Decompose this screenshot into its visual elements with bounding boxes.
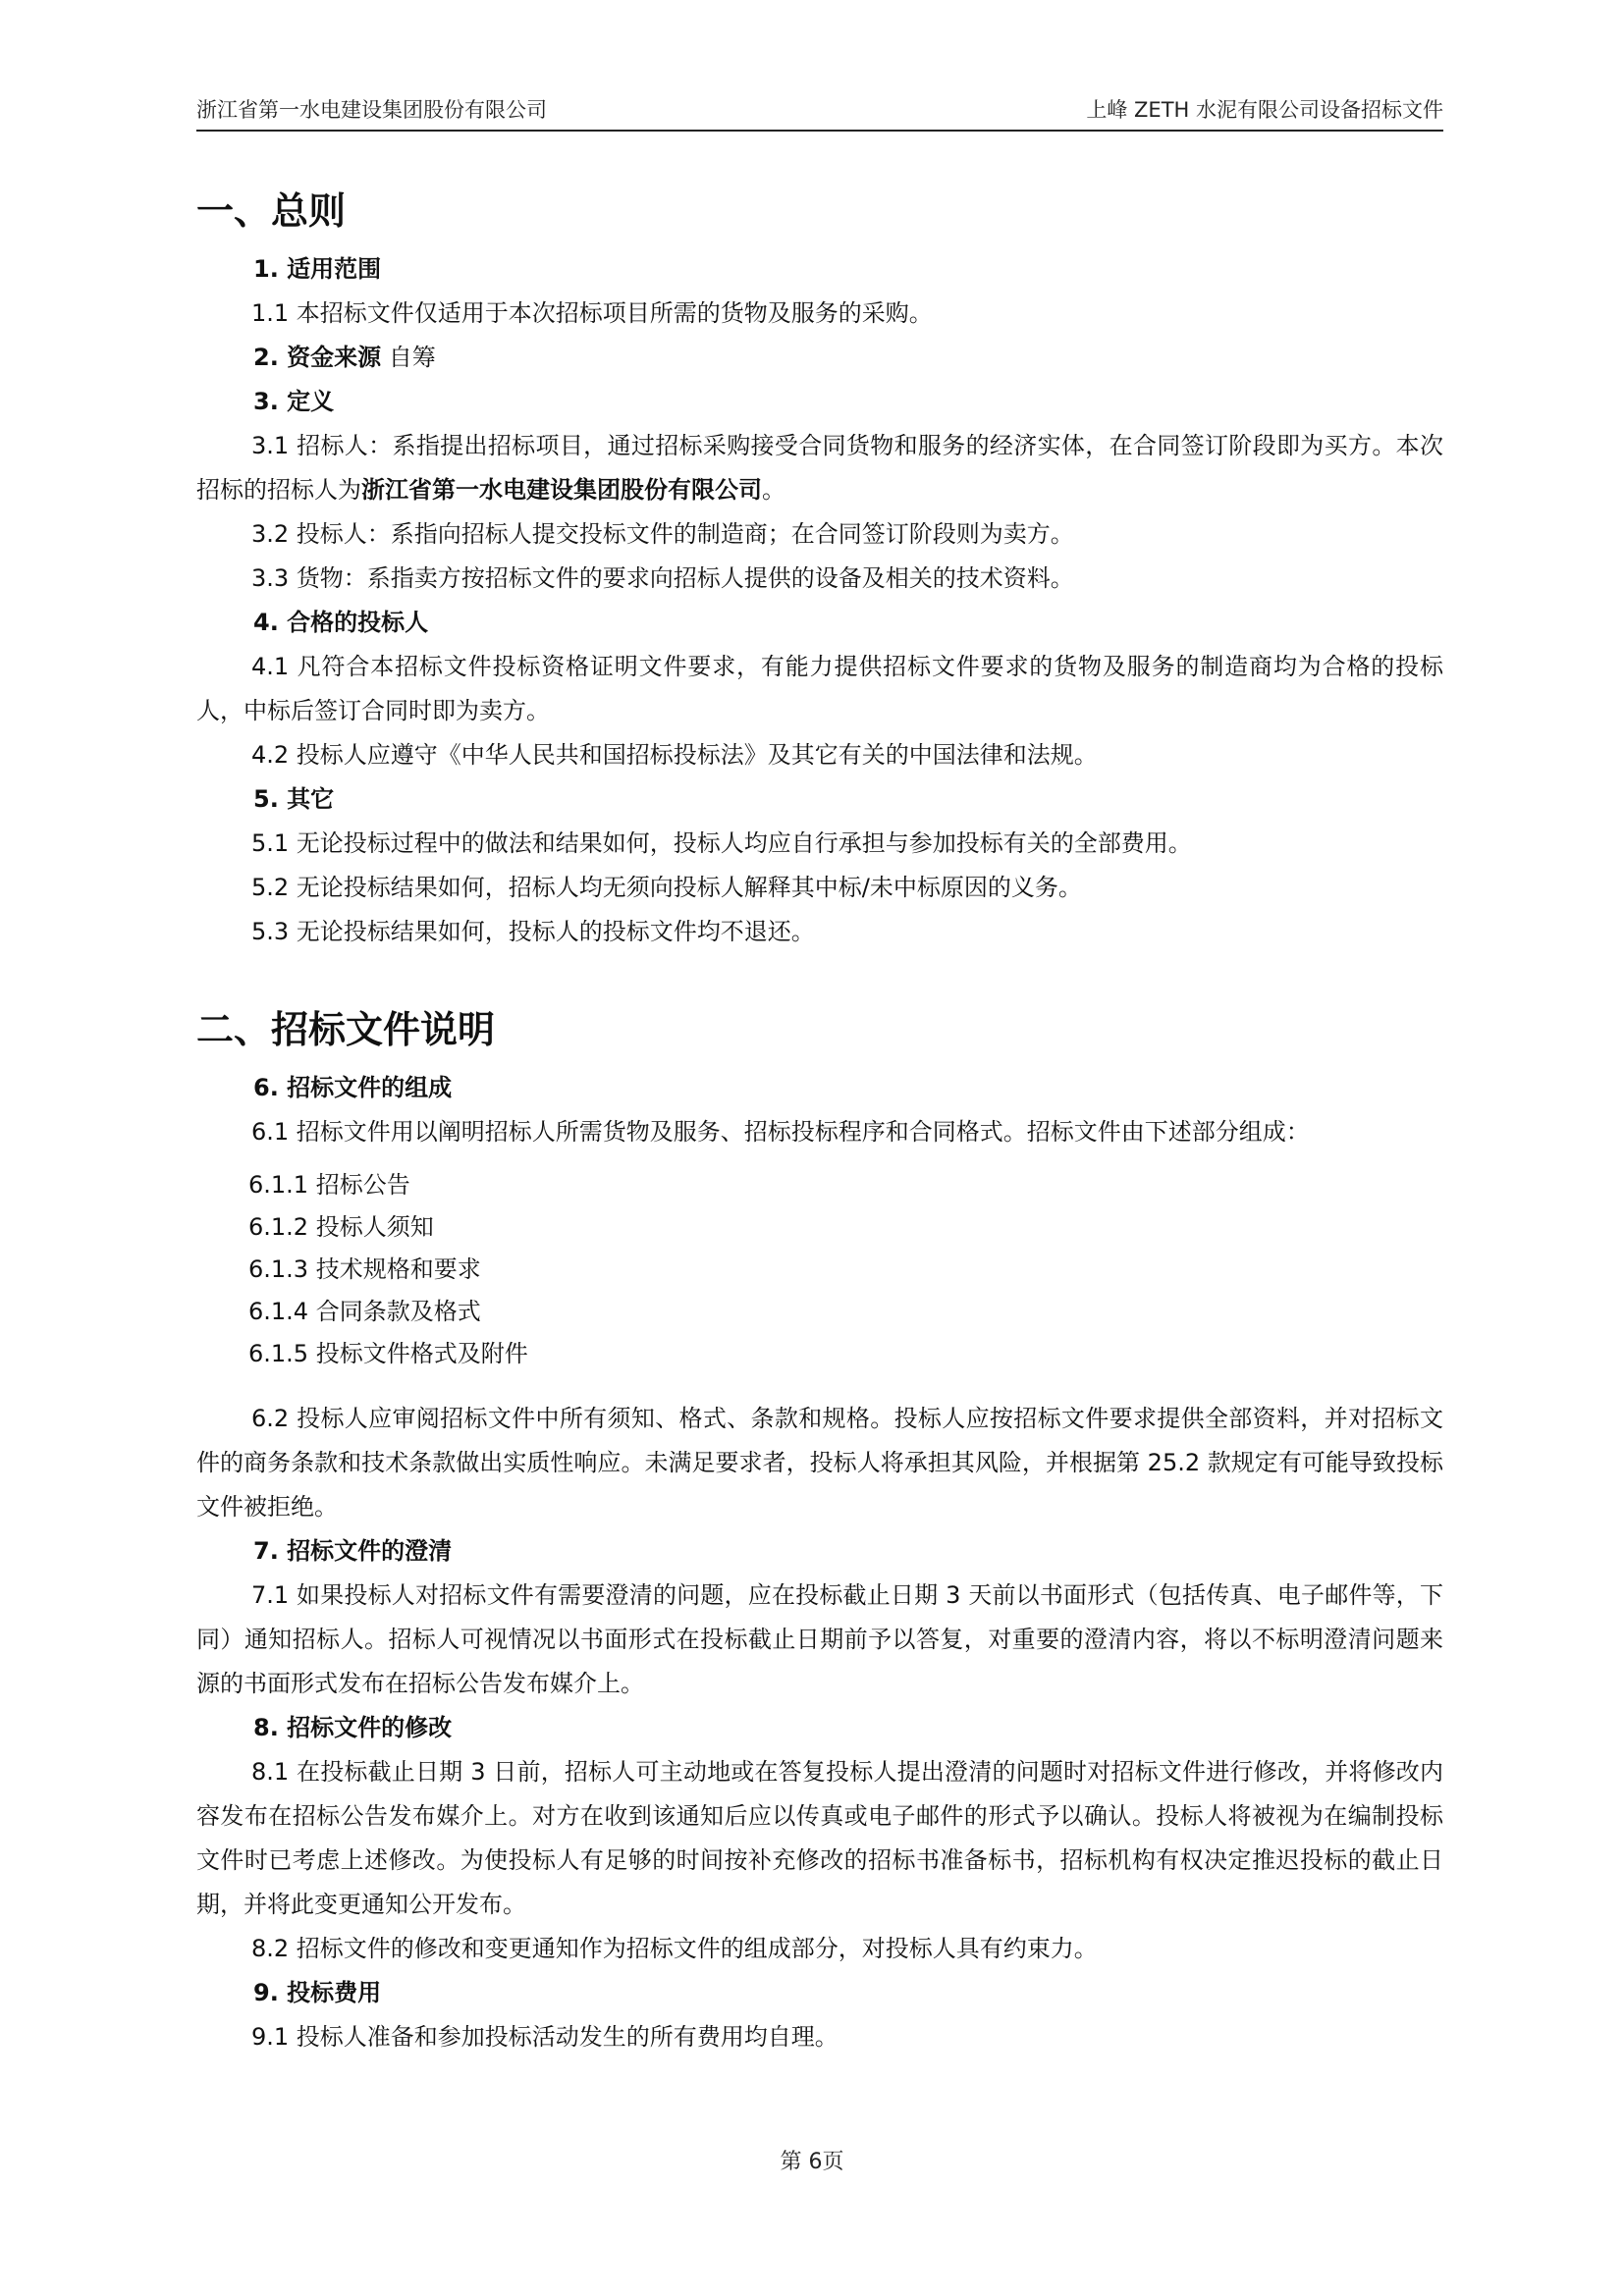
heading-bid-costs: 9. 投标费用 xyxy=(253,1979,382,2006)
page-header xyxy=(196,94,1443,132)
header-document-title: 上峰 ZETH 水泥有限公司设备招标文件 xyxy=(1086,98,1443,122)
paragraph-3-1 xyxy=(196,424,1443,512)
paragraph-1-1: 1.1 本招标文件仅适用于本次招标项目所需的货物及服务的采购。 xyxy=(251,299,933,327)
paragraph-8-2: 8.2 招标文件的修改和变更通知作为招标文件的组成部分，对投标人具有约束力。 xyxy=(251,1935,1098,1962)
paragraph-3-2: 3.2 投标人：系指向招标人提交投标文件的制造商；在合同签订阶段则为卖方。 xyxy=(251,520,1074,548)
paragraph-8-1: 8.1 在投标截止日期 3 日前，招标人可主动地或在答复投标人提出澄清的问题时对招标文件进行修改，并将修改内容发布在招标公告发布媒介上。对方在收到该通知后应以传真或电子邮件的形式予以确认。投标人将被视为在编制投标文件时已考虑上述修改。为使投标人有足够的时间按补充修改的招标书准备标书，招标机构有权决定推迟投标的截止日期，并将此变更通知公开发布。 xyxy=(196,1758,1443,1918)
heading-composition: 6. 招标文件的组成 xyxy=(253,1074,453,1101)
paragraph-4-2: 4.2 投标人应遵守《中华人民共和国招标投标法》及其它有关的中国法律和法规。 xyxy=(251,741,1098,769)
list-item: 6.1.1 招标公告 xyxy=(248,1171,410,1199)
tenderer-name: 浙江省第一水电建设集团股份有限公司 xyxy=(361,476,762,504)
paragraph-3-1-end: 。 xyxy=(762,476,785,504)
heading-other: 5. 其它 xyxy=(253,785,335,813)
paragraph-6-2: 6.2 投标人应审阅招标文件中所有须知、格式、条款和规格。投标人应按招标文件要求提供全部资料，并对招标文件的商务条款和技术条款做出实质性响应。未满足要求者，投标人将承担其风险，并根据第 25.2 款规定有可能导致投标文件被拒绝。 xyxy=(196,1405,1443,1521)
heading-clarification: 7. 招标文件的澄清 xyxy=(253,1537,453,1565)
header-company: 浙江省第一水电建设集团股份有限公司 xyxy=(196,98,547,122)
heading-modification: 8. 招标文件的修改 xyxy=(253,1714,453,1741)
page-number: 第 6页 xyxy=(780,2150,844,2174)
paragraph-5-3: 5.3 无论投标结果如何，投标人的投标文件均不退还。 xyxy=(251,918,815,945)
paragraph-6-1: 6.1 招标文件用以阐明招标人所需货物及服务、招标投标程序和合同格式。招标文件由下述部分组成： xyxy=(251,1118,1310,1146)
heading-funding-value: 自筹 xyxy=(381,344,436,371)
list-item: 6.1.3 技术规格和要求 xyxy=(248,1255,481,1283)
paragraph-4-1: 4.1 凡符合本招标文件投标资格证明文件要求，有能力提供招标文件要求的货物及服务的制造商均为合格的投标人，中标后签订合同时即为卖方。 xyxy=(196,653,1443,724)
heading-qualified-bidder: 4. 合格的投标人 xyxy=(253,609,429,636)
paragraph-5-2: 5.2 无论投标结果如何，招标人均无须向投标人解释其中标/未中标原因的义务。 xyxy=(251,874,1082,901)
paragraph-7-1: 7.1 如果投标人对招标文件有需要澄清的问题，应在投标截止日期 3 天前以书面形式（包括传真、电子邮件等，下同）通知招标人。招标人可视情况以书面形式在投标截止日期前予以答复，对重要的澄清内容，将以不标明澄清问题来源的书面形式发布在招标公告发布媒介上。 xyxy=(196,1581,1443,1697)
list-item: 6.1.2 投标人须知 xyxy=(248,1213,434,1241)
page-body xyxy=(196,187,1443,2059)
paragraph-3-1-text: 3.1 招标人：系指提出招标项目，通过招标采购接受合同货物和服务的经济实体，在合同签订阶段即为买方。本次招标的招标人为 xyxy=(196,432,1443,504)
heading-definitions: 3. 定义 xyxy=(253,388,335,415)
section-title-tender-docs: 二、招标文件说明 xyxy=(196,1008,496,1051)
heading-scope: 1. 适用范围 xyxy=(253,255,382,283)
heading-funding xyxy=(196,336,1443,380)
list-item: 6.1.4 合同条款及格式 xyxy=(248,1298,481,1325)
composition-list xyxy=(196,1164,1443,1375)
heading-funding-label: 2. 资金来源 xyxy=(253,344,382,371)
section-title-general: 一、总则 xyxy=(196,189,347,233)
paragraph-3-3: 3.3 货物：系指卖方按招标文件的要求向招标人提供的设备及相关的技术资料。 xyxy=(251,564,1074,592)
list-item: 6.1.5 投标文件格式及附件 xyxy=(248,1340,528,1367)
paragraph-9-1: 9.1 投标人准备和参加投标活动发生的所有费用均自理。 xyxy=(251,2023,839,2051)
paragraph-5-1: 5.1 无论投标过程中的做法和结果如何，投标人均应自行承担与参加投标有关的全部费用。 xyxy=(251,829,1192,857)
